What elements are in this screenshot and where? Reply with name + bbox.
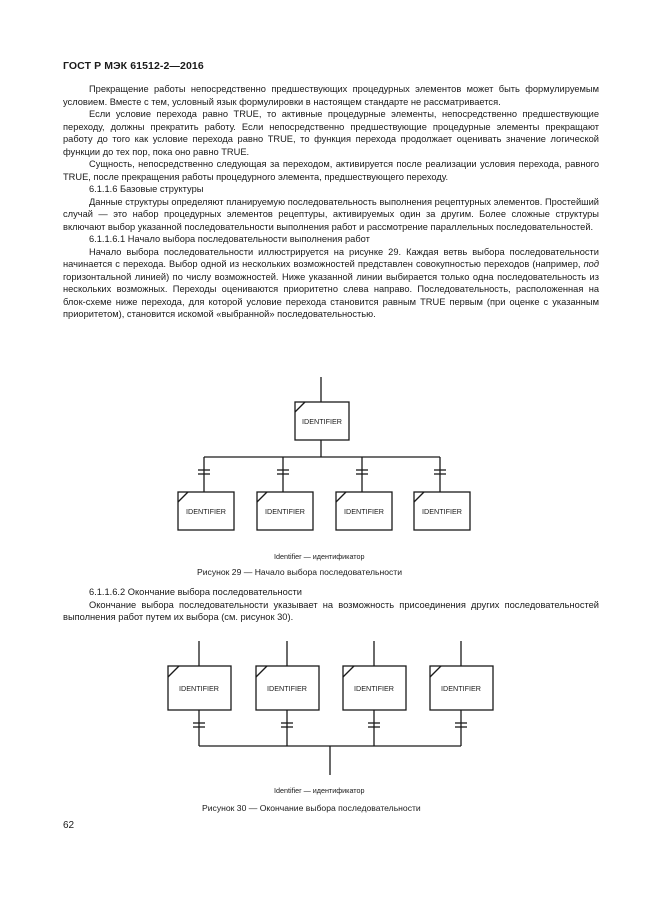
fig29-box-3-label: IDENTIFIER (344, 507, 384, 516)
fig30-box-1-label: IDENTIFIER (179, 684, 219, 693)
paragraph-entity-activation: Сущность, непосредственно следующая за переходом, активируется после реализации условия перехода, равного TRUE, после прекращения работы процедурного элемента, предшествующего переходу. (63, 159, 599, 182)
figure-29-note: Identifier — идентификатор (274, 552, 365, 561)
figure-29-caption: Рисунок 29 — Начало выбора последовательности (197, 567, 403, 577)
paragraph-selection-start-part1: Начало выбора последовательности иллюстрируется на рисунке 29. Каждая ветвь выбора последовательности начинается с перехода. Выбор одной из нескольких возможностей представлен совокупностью переходов (например, (63, 246, 599, 269)
fig30-box-3-label: IDENTIFIER (354, 684, 394, 693)
paragraph-transition-true: Если условие перехода равно TRUE, то активные процедурные элементы, непосредственно предшествующие переходу, должны прекратить работу. Если непосредственно предшествующие процедурные элементы прекращают работу до того как условие перехода равно TRUE, то функция перехода продолжает оценивать значение логической функции до тех пор, пока оно равно TRUE. (63, 109, 599, 157)
paragraph-selection-end: Окончание выбора последовательности указывает на возможность присоединения других последовательностей выполнения работ путем их выбора (см. рисунок 30). (63, 599, 599, 622)
section-heading-selection-end: 6.1.1.6.2 Окончание выбора последовательности (89, 587, 302, 597)
fig30-box-4-label: IDENTIFIER (441, 684, 481, 693)
figure-30-caption: Рисунок 30 — Окончание выбора последовательности (202, 803, 421, 813)
document-header: ГОСТ Р МЭК 61512-2—2016 (63, 60, 204, 72)
section-heading-base-structures: 6.1.1.6 Базовые структуры (89, 184, 204, 194)
fig29-box-4-label: IDENTIFIER (422, 507, 462, 516)
paragraph-structures: Данные структуры определяют планируемую последовательность выполнения рецептурных элементов. Простейший случай — это набор процедурных элементов рецептуры, активируемых один за другим. Более сложные структуры включают выбор указанной последовательности выполнения работ и рассмотрение параллельных последовательностей. (63, 196, 599, 232)
section-heading-selection-start: 6.1.1.6.1 Начало выбора последовательности выполнения работ (89, 234, 370, 244)
page-number: 62 (63, 820, 75, 831)
paragraph-selection-start-italic: под (583, 259, 599, 269)
fig30-box-2-label: IDENTIFIER (267, 684, 307, 693)
paragraph-termination: Прекращение работы непосредственно предшествующих процедурных элементов может быть формулируемым условием. Вместе с тем, условный язык формулировки в настоящем стандарте не рассматривается. (63, 84, 599, 107)
fig29-top-box-label: IDENTIFIER (302, 417, 342, 426)
fig29-box-2-label: IDENTIFIER (265, 507, 305, 516)
fig29-box-1-label: IDENTIFIER (186, 507, 226, 516)
figure-30-note: Identifier — идентификатор (274, 786, 365, 795)
paragraph-selection-start-part2: горизонтальной линией) по числу возможностей. Ниже указанной линии выбирается только одна последовательность из нескольких возможных. Переходы оцениваются приоритетно слева направо. Последовательность, расположенная на блок-схеме ниже перехода, для которой условие перехода становится равным TRUE первым (при оценке с указанным приоритетом), становится искомой «выбранной» последовательностью. (63, 271, 599, 319)
